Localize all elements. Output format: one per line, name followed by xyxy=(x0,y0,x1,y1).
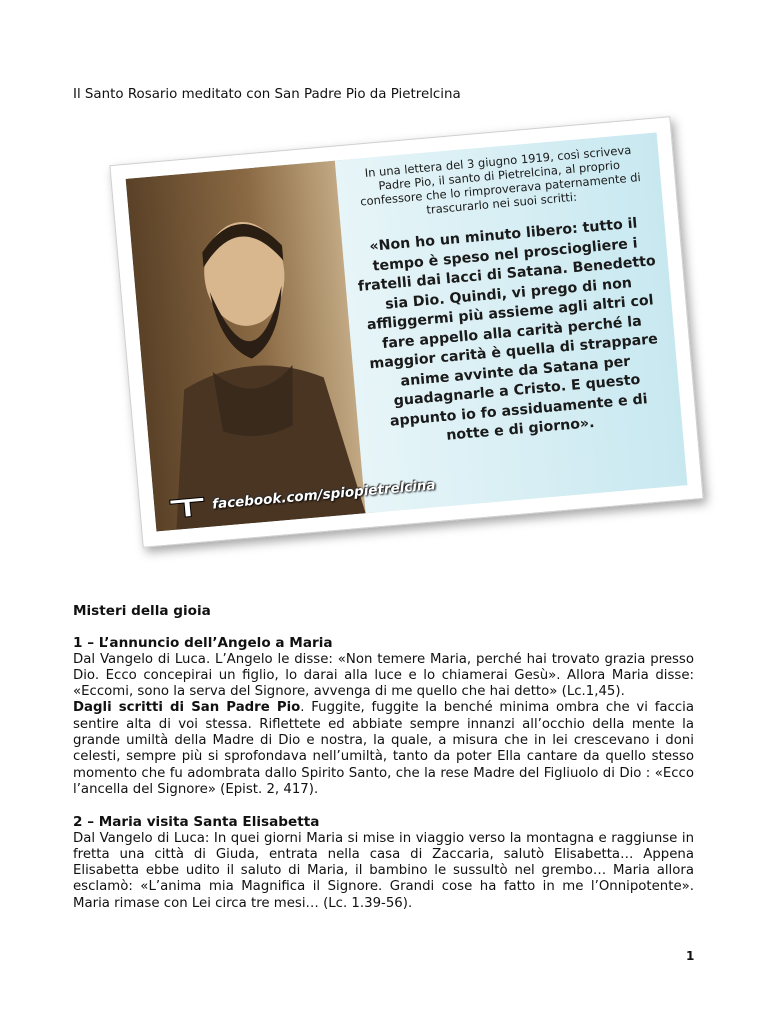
mystery-1-gospel: Dal Vangelo di Luca. L’Angelo le disse: «Non temere Maria, perché hai trovato grazia presso Dio. Ecco concepirai un figlio, lo darai alla luce e lo chiamerai Gesù». Allora Maria disse: «Eccomi, sono la serva del Signore, avvenga di me quello che hai detto» (Lc.1,45). xyxy=(73,651,694,700)
writings-text: . Fuggite, fuggite la benché minima ombra che vi faccia sentire alta di voi stessa. Riflettete ed abbiate sempre innanzi all’occhio della mente la grande umiltà della Madre di Dio e nostra, la quale, a misura che in lei crescevano i doni celesti, sempre più si sprofondava nell’umiltà, tanto da poter Ella cantare da quello stesso momento che fu adombrata dallo Spirito Santo, che la rese Madre del Figliuolo di Dio : «Ecco l’ancella del Signore» (Epist. 2, 417). xyxy=(73,700,694,797)
writings-label: Dagli scritti di San Padre Pio xyxy=(73,700,301,716)
padre-pio-photo-card xyxy=(109,116,703,548)
portrait-illustration xyxy=(126,160,376,532)
padre-pio-quote: «Non ho un minuto libero: tutto il tempo è speso nel prosciogliere i fratelli dai lacci di Satana. Benedetto sia Dio. Quindi, vi prego di non affliggermi più assieme agli altri col fare appello alla carità perché la maggior carità è quella di strappare anime avvinte da Satana per guadagnarle a Cristo. E questo appunto io fo assiduamente e di notte e di giorno». xyxy=(357,215,659,444)
section-heading: Misteri della gioia xyxy=(73,603,211,619)
letter-intro: In una lettera del 3 giugno 1919, così scriveva Padre Pio, il santo di Pietrelcina, al proprio confessore che lo rimproverava paternamente di trascurarlo nei suoi scritti: xyxy=(359,142,642,217)
mystery-2-gospel: Dal Vangelo di Luca: In quei giorni Maria si mise in viaggio verso la montagna e raggiunse in fretta una città di Giuda, entrata nella casa di Zaccaria, salutò Elisabetta… Appena Elisabetta ebbe udito il saluto di Maria, il bambino le sussultò nel grembo… Maria allora esclamò: «L’anima mia Magnifica il Signore. Grandi cose ha fatto in me l’Onnipotente». Maria rimase con Lei circa tre mesi… (Lc. 1.39-56). xyxy=(73,830,694,911)
tau-cross-logo-icon xyxy=(167,493,207,520)
mystery-2-title: 2 – Maria visita Santa Elisabetta xyxy=(73,814,320,831)
photo-content xyxy=(126,132,688,531)
padre-pio-portrait xyxy=(126,160,376,532)
quote-panel xyxy=(335,132,688,513)
mystery-1-writings xyxy=(73,700,694,798)
document-title: Il Santo Rosario meditato con San Padre Pio da Pietrelcina xyxy=(73,87,461,102)
document-body xyxy=(73,603,694,912)
mystery-1-title: 1 – L’annuncio dell’Angelo a Maria xyxy=(73,635,333,652)
facebook-watermark: facebook.com/spiopietrelcina xyxy=(211,477,437,513)
page-number: 1 xyxy=(686,949,695,963)
